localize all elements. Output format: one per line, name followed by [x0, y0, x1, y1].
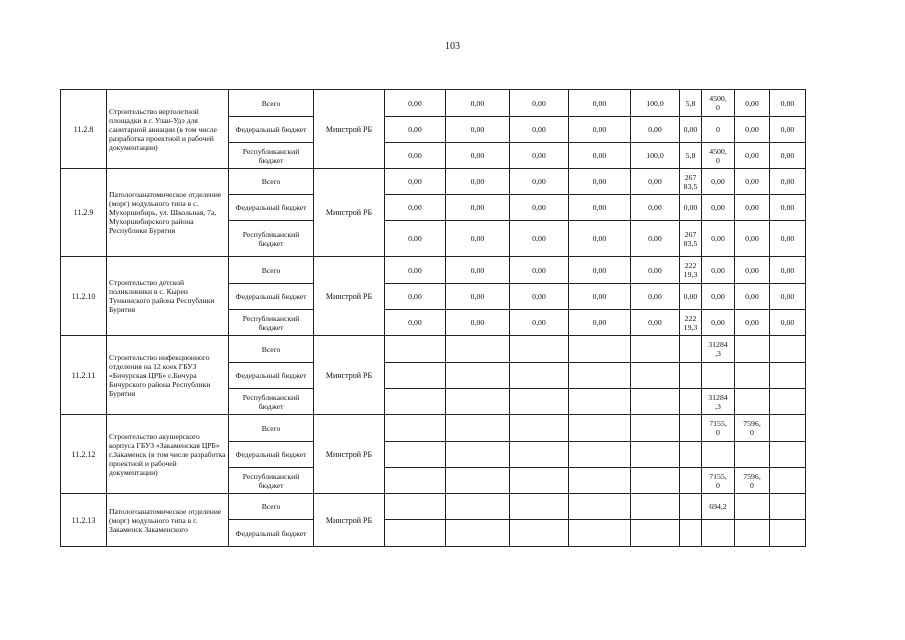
- value-cell: [680, 363, 702, 389]
- value-cell: 7155, 0: [702, 415, 735, 442]
- funding-source: Федеральный бюджет: [229, 117, 314, 143]
- value-cell: [631, 415, 680, 442]
- executor: Минстрой РБ: [314, 169, 385, 257]
- value-cell: [510, 494, 569, 520]
- funding-source: Республиканский бюджет: [229, 143, 314, 169]
- value-cell: [735, 494, 770, 520]
- funding-source: Федеральный бюджет: [229, 442, 314, 468]
- value-cell: [510, 389, 569, 415]
- item-code: 11.2.13: [61, 494, 107, 547]
- value-cell: 0,00: [735, 284, 770, 310]
- value-cell: 222 19,3: [680, 257, 702, 284]
- executor: Минстрой РБ: [314, 336, 385, 415]
- value-cell: 0,00: [510, 284, 569, 310]
- value-cell: 0,00: [385, 310, 446, 336]
- value-cell: 100,0: [631, 143, 680, 169]
- value-cell: 0,00: [446, 284, 510, 310]
- value-cell: 5,8: [680, 90, 702, 117]
- value-cell: 0,00: [702, 257, 735, 284]
- value-cell: [385, 415, 446, 442]
- funding-source: Всего: [229, 90, 314, 117]
- value-cell: 0,00: [510, 90, 569, 117]
- funding-source: Всего: [229, 415, 314, 442]
- item-code: 11.2.11: [61, 336, 107, 415]
- value-cell: 0,00: [631, 117, 680, 143]
- value-cell: 0,00: [770, 221, 806, 257]
- value-cell: [510, 468, 569, 494]
- value-cell: 0,00: [770, 310, 806, 336]
- value-cell: [735, 389, 770, 415]
- table-row: [61, 415, 806, 442]
- value-cell: [680, 468, 702, 494]
- value-cell: [770, 389, 806, 415]
- funding-source: Всего: [229, 169, 314, 195]
- item-name: Строительство детской поликлиники в с. Кырен Тункинского района Республики Бурятия: [107, 257, 229, 336]
- value-cell: [735, 520, 770, 547]
- value-cell: 0,00: [680, 195, 702, 221]
- item-name: Строительство инфекционного отделения на 12 коек ГБУЗ «Бичурская ЦРБ» с.Бичура Бичурского района Республики Бурятия: [107, 336, 229, 415]
- value-cell: 0,00: [735, 195, 770, 221]
- value-cell: 0,00: [735, 310, 770, 336]
- executor: Минстрой РБ: [314, 90, 385, 169]
- value-cell: 0,00: [631, 310, 680, 336]
- value-cell: [735, 442, 770, 468]
- value-cell: 0,00: [631, 257, 680, 284]
- value-cell: 0,00: [446, 90, 510, 117]
- value-cell: [446, 468, 510, 494]
- value-cell: [631, 494, 680, 520]
- funding-source: Федеральный бюджет: [229, 195, 314, 221]
- value-cell: [680, 389, 702, 415]
- value-cell: 0,00: [569, 143, 631, 169]
- value-cell: 0,00: [510, 257, 569, 284]
- value-cell: 0,00: [569, 257, 631, 284]
- value-cell: [770, 494, 806, 520]
- value-cell: [631, 442, 680, 468]
- value-cell: [569, 389, 631, 415]
- value-cell: 4500, 0: [702, 90, 735, 117]
- executor: Минстрой РБ: [314, 257, 385, 336]
- funding-source: Федеральный бюджет: [229, 520, 314, 547]
- value-cell: 0,00: [385, 284, 446, 310]
- item-name: Патологоанатомическое отделение (морг) модульного типа в с. Мухоршибирь, ул. Школьная, 7а, Мухоршибирского района Республики Бурятия: [107, 169, 229, 257]
- value-cell: 0,00: [385, 221, 446, 257]
- value-cell: [385, 389, 446, 415]
- value-cell: 0,00: [385, 143, 446, 169]
- value-cell: 0,00: [631, 284, 680, 310]
- value-cell: 31284 ,3: [702, 389, 735, 415]
- value-cell: 0,00: [510, 221, 569, 257]
- value-cell: 0,00: [770, 143, 806, 169]
- value-cell: 0,00: [735, 221, 770, 257]
- value-cell: 0,00: [735, 90, 770, 117]
- value-cell: [735, 363, 770, 389]
- value-cell: [385, 442, 446, 468]
- value-cell: 0,00: [446, 221, 510, 257]
- table-row: [61, 494, 806, 520]
- value-cell: [702, 363, 735, 389]
- value-cell: 0,00: [735, 169, 770, 195]
- value-cell: [510, 520, 569, 547]
- value-cell: 5,8: [680, 143, 702, 169]
- value-cell: [446, 389, 510, 415]
- value-cell: 0,00: [770, 117, 806, 143]
- value-cell: [770, 442, 806, 468]
- value-cell: 7155, 0: [702, 468, 735, 494]
- item-name: Строительство акушерского корпуса ГБУЗ «Закаменская ЦРБ» г.Закаменск (в том числе разработка проектной и рабочей документации): [107, 415, 229, 494]
- value-cell: [631, 468, 680, 494]
- value-cell: 100,0: [631, 90, 680, 117]
- value-cell: [385, 363, 446, 389]
- value-cell: [770, 336, 806, 363]
- funding-source: Всего: [229, 336, 314, 363]
- value-cell: [385, 468, 446, 494]
- value-cell: [569, 468, 631, 494]
- table-row: [61, 90, 806, 117]
- value-cell: [631, 389, 680, 415]
- value-cell: 222 19,3: [680, 310, 702, 336]
- value-cell: [770, 520, 806, 547]
- value-cell: 0,00: [770, 257, 806, 284]
- value-cell: 0,00: [569, 310, 631, 336]
- value-cell: 0,00: [770, 90, 806, 117]
- value-cell: [569, 520, 631, 547]
- value-cell: 0,00: [446, 257, 510, 284]
- value-cell: 0,00: [510, 117, 569, 143]
- budget-table: [60, 89, 806, 547]
- value-cell: 267 83,5: [680, 169, 702, 195]
- value-cell: 0,00: [702, 221, 735, 257]
- value-cell: [702, 442, 735, 468]
- value-cell: [770, 363, 806, 389]
- value-cell: [631, 336, 680, 363]
- value-cell: 267 83,5: [680, 221, 702, 257]
- value-cell: [680, 415, 702, 442]
- value-cell: 4500, 0: [702, 143, 735, 169]
- funding-source: Республиканский бюджет: [229, 310, 314, 336]
- value-cell: [446, 442, 510, 468]
- value-cell: 0,00: [631, 169, 680, 195]
- value-cell: 0,00: [385, 257, 446, 284]
- value-cell: 7596, 0: [735, 468, 770, 494]
- value-cell: 0,00: [385, 169, 446, 195]
- value-cell: 0,00: [770, 195, 806, 221]
- value-cell: 0,00: [631, 221, 680, 257]
- value-cell: 0,00: [510, 310, 569, 336]
- table-row: [61, 336, 806, 363]
- funding-source: Федеральный бюджет: [229, 284, 314, 310]
- value-cell: [569, 415, 631, 442]
- value-cell: 694,2: [702, 494, 735, 520]
- funding-source: Федеральный бюджет: [229, 363, 314, 389]
- value-cell: 0,00: [569, 169, 631, 195]
- value-cell: [631, 363, 680, 389]
- value-cell: [569, 363, 631, 389]
- item-code: 11.2.10: [61, 257, 107, 336]
- value-cell: 0,00: [735, 143, 770, 169]
- value-cell: 0,00: [385, 90, 446, 117]
- value-cell: [770, 468, 806, 494]
- value-cell: [631, 520, 680, 547]
- table-row: [61, 257, 806, 284]
- item-code: 11.2.8: [61, 90, 107, 169]
- value-cell: [510, 363, 569, 389]
- value-cell: 0,00: [569, 195, 631, 221]
- value-cell: [680, 336, 702, 363]
- value-cell: 0,00: [569, 284, 631, 310]
- value-cell: 0,00: [385, 195, 446, 221]
- value-cell: [446, 494, 510, 520]
- value-cell: [385, 520, 446, 547]
- value-cell: [770, 415, 806, 442]
- funding-source: Республиканский бюджет: [229, 221, 314, 257]
- value-cell: 0,00: [680, 284, 702, 310]
- value-cell: [702, 520, 735, 547]
- table-row: [61, 169, 806, 195]
- value-cell: [735, 336, 770, 363]
- value-cell: 0,00: [631, 195, 680, 221]
- value-cell: 0,00: [510, 195, 569, 221]
- funding-source: Республиканский бюджет: [229, 468, 314, 494]
- value-cell: [680, 494, 702, 520]
- value-cell: [680, 442, 702, 468]
- value-cell: [510, 415, 569, 442]
- value-cell: 7596, 0: [735, 415, 770, 442]
- value-cell: 0,00: [702, 284, 735, 310]
- item-name: Патологоанатомическое отделение (морг) модульного типа в г. Закаменск Закаменского: [107, 494, 229, 547]
- value-cell: 0,00: [702, 195, 735, 221]
- value-cell: 0,00: [446, 143, 510, 169]
- executor: Минстрой РБ: [314, 494, 385, 547]
- funding-source: Республиканский бюджет: [229, 389, 314, 415]
- value-cell: 0,00: [569, 90, 631, 117]
- value-cell: 31284 ,3: [702, 336, 735, 363]
- value-cell: [446, 363, 510, 389]
- value-cell: [446, 415, 510, 442]
- value-cell: 0,00: [446, 310, 510, 336]
- value-cell: 0,00: [702, 169, 735, 195]
- value-cell: 0: [702, 117, 735, 143]
- value-cell: 0,00: [446, 195, 510, 221]
- value-cell: [510, 442, 569, 468]
- value-cell: 0,00: [569, 117, 631, 143]
- item-code: 11.2.12: [61, 415, 107, 494]
- value-cell: [510, 336, 569, 363]
- item-name: Строительство вертолетной площадки в г. Улан-Удэ для санитарной авиации (в том числе разработка проектной и рабочей документации): [107, 90, 229, 169]
- page-number: 103: [445, 41, 460, 52]
- value-cell: 0,00: [702, 310, 735, 336]
- value-cell: [385, 336, 446, 363]
- value-cell: 0,00: [735, 117, 770, 143]
- value-cell: 0,00: [770, 169, 806, 195]
- value-cell: [446, 336, 510, 363]
- value-cell: [385, 494, 446, 520]
- value-cell: 0,00: [446, 169, 510, 195]
- value-cell: 0,00: [510, 143, 569, 169]
- value-cell: 0,00: [510, 169, 569, 195]
- value-cell: 0,00: [680, 117, 702, 143]
- value-cell: [569, 442, 631, 468]
- executor: Минстрой РБ: [314, 415, 385, 494]
- value-cell: 0,00: [569, 221, 631, 257]
- funding-source: Всего: [229, 494, 314, 520]
- value-cell: 0,00: [446, 117, 510, 143]
- value-cell: 0,00: [735, 257, 770, 284]
- value-cell: [569, 336, 631, 363]
- value-cell: [680, 520, 702, 547]
- value-cell: 0,00: [385, 117, 446, 143]
- value-cell: [569, 494, 631, 520]
- value-cell: [446, 520, 510, 547]
- funding-source: Всего: [229, 257, 314, 284]
- value-cell: 0,00: [770, 284, 806, 310]
- item-code: 11.2.9: [61, 169, 107, 257]
